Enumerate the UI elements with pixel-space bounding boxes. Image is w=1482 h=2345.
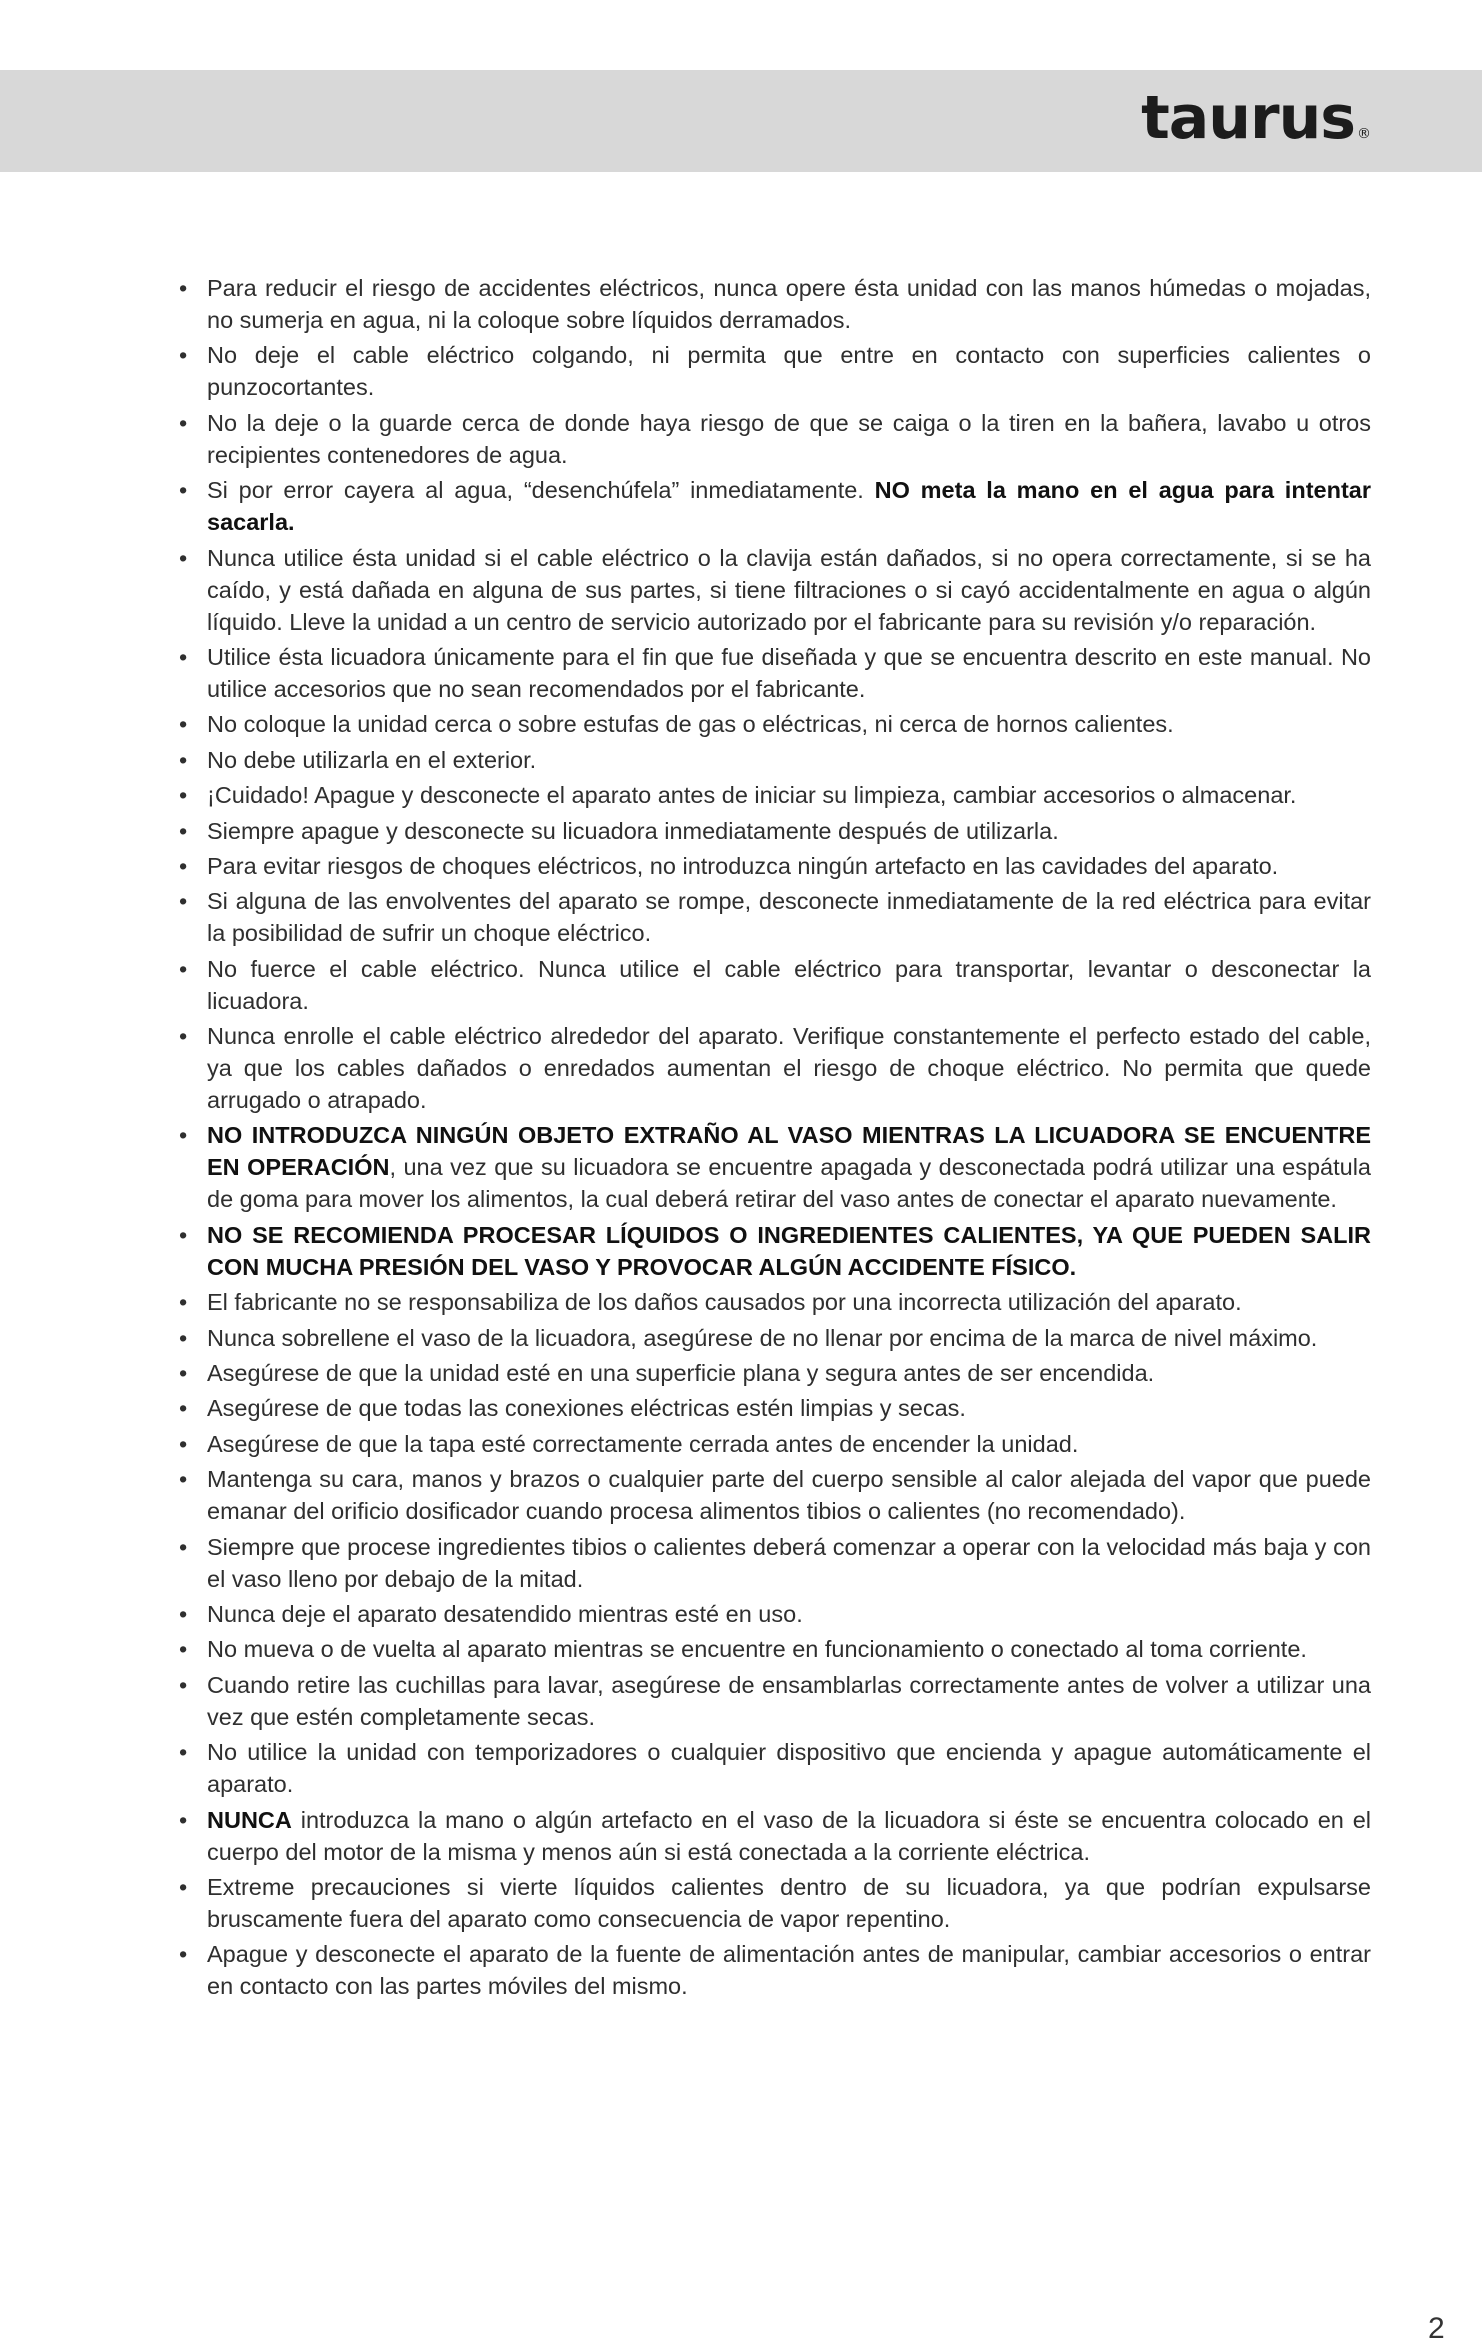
safety-warnings bbox=[175, 272, 1371, 2006]
warning-item bbox=[175, 1219, 1371, 1283]
warning-text: No utilice la unidad con temporizadores o cualquier dispositivo que encienda y apague automáticamente el aparato. bbox=[207, 1739, 1371, 1798]
warning-item bbox=[175, 779, 1371, 811]
warning-item bbox=[175, 1392, 1371, 1424]
warning-item bbox=[175, 1633, 1371, 1665]
warning-item bbox=[175, 1286, 1371, 1318]
warning-item bbox=[175, 1531, 1371, 1595]
warning-text: Nunca enrolle el cable eléctrico alrededor del aparato. Verifique constantemente el perfecto estado del cable, ya que los cables dañados o enredados aumentan el riesgo de choque eléctrico. No permita que quede arrugado o atrapado. bbox=[207, 1023, 1371, 1114]
warning-text: Si alguna de las envolventes del aparato se rompe, desconecte inmediatamente de la red eléctrica para evitar la posibilidad de sufrir un choque eléctrico. bbox=[207, 888, 1371, 947]
warning-item bbox=[175, 1871, 1371, 1935]
warning-text: Cuando retire las cuchillas para lavar, asegúrese de ensamblarlas correctamente antes de volver a utilizar una vez que estén completamente secas. bbox=[207, 1671, 1371, 1730]
warning-item bbox=[175, 850, 1371, 882]
warning-text: Mantenga su cara, manos y brazos o cualquier parte del cuerpo sensible al calor alejada del vapor que puede emanar del orificio dosificador cuando procesa alimentos tibios o calientes (no recomendado). bbox=[207, 1466, 1371, 1525]
warning-text: No mueva o de vuelta al aparato mientras se encuentre en funcionamiento o conectado al toma corriente. bbox=[207, 1636, 1307, 1663]
warning-item bbox=[175, 641, 1371, 705]
warning-item bbox=[175, 744, 1371, 776]
warning-item bbox=[175, 1119, 1371, 1215]
warning-item bbox=[175, 1669, 1371, 1733]
warning-text: Nunca utilice ésta unidad si el cable eléctrico o la clavija están dañados, si no opera correctamente, si se ha caído, y está dañada en alguna de sus partes, si tiene filtraciones o si cayó accidentalmente en agua o algún líquido. Lleve la unidad a un centro de servicio autorizado por el fabricante para su revisión y/o reparación. bbox=[207, 544, 1371, 635]
warning-bold-lead: NO INTRODUZCA NINGÚN OBJETO EXTRAÑO AL VASO MIENTRAS LA LICUADORA SE ENCUENTRE EN OPERACIÓN bbox=[207, 1122, 1371, 1181]
warning-text: Apague y desconecte el aparato de la fuente de alimentación antes de manipular, cambiar accesorios o entrar en contacto con las partes móviles del mismo. bbox=[207, 1941, 1371, 2000]
warning-text: Extreme precauciones si vierte líquidos calientes dentro de su licuadora, ya que podrían expulsarse bruscamente fuera del aparato como consecuencia de vapor repentino. bbox=[207, 1873, 1371, 1932]
warning-item bbox=[175, 1804, 1371, 1868]
warning-item bbox=[175, 1322, 1371, 1354]
warning-item bbox=[175, 1020, 1371, 1116]
warning-bold-text: NO meta la mano en el agua para intentar sacarla. bbox=[207, 477, 1371, 536]
warning-text: No debe utilizarla en el exterior. bbox=[207, 746, 537, 773]
warning-text: Para reducir el riesgo de accidentes eléctricos, nunca opere ésta unidad con las manos húmedas o mojadas, no sumerja en agua, ni la coloque sobre líquidos derramados. bbox=[207, 275, 1371, 333]
warning-text: No coloque la unidad cerca o sobre estufas de gas o eléctricas, ni cerca de hornos calientes. bbox=[207, 711, 1174, 738]
brand-logo bbox=[1141, 83, 1370, 153]
warning-item bbox=[175, 1357, 1371, 1389]
warning-text: No deje el cable eléctrico colgando, ni permita que entre en contacto con superficies calientes o punzocortantes. bbox=[207, 342, 1371, 401]
warning-item bbox=[175, 1598, 1371, 1630]
warning-text: Siempre apague y desconecte su licuadora inmediatamente después de utilizarla. bbox=[207, 817, 1059, 844]
warning-list bbox=[175, 272, 1371, 2002]
warning-item bbox=[175, 1463, 1371, 1527]
warning-item bbox=[175, 1428, 1371, 1460]
registered-mark: ® bbox=[1357, 126, 1370, 142]
warning-text: Asegúrese de que la unidad esté en una superficie plana y segura antes de ser encendida. bbox=[207, 1360, 1155, 1387]
brand-name: taurus bbox=[1141, 83, 1355, 153]
warning-item bbox=[175, 815, 1371, 847]
warning-item bbox=[175, 708, 1371, 740]
warning-text: Asegúrese de que la tapa esté correctamente cerrada antes de encender la unidad. bbox=[207, 1430, 1079, 1457]
warning-text: Para evitar riesgos de choques eléctricos, no introduzca ningún artefacto en las cavidades del aparato. bbox=[207, 852, 1279, 879]
warning-item bbox=[175, 885, 1371, 949]
warning-text: ¡Cuidado! Apague y desconecte el aparato antes de iniciar su limpieza, cambiar accesorios o almacenar. bbox=[207, 782, 1297, 809]
warning-text: Si por error cayera al agua, “desenchúfela” inmediatamente. bbox=[207, 477, 875, 504]
warning-text: No fuerce el cable eléctrico. Nunca utilice el cable eléctrico para transportar, levantar o desconectar la licuadora. bbox=[207, 955, 1371, 1014]
warning-text: Siempre que procese ingredientes tibios o calientes deberá comenzar a operar con la velocidad más baja y con el vaso lleno por debajo de la mitad. bbox=[207, 1533, 1371, 1592]
warning-item bbox=[175, 953, 1371, 1017]
warning-text: Asegúrese de que todas las conexiones eléctricas estén limpias y secas. bbox=[207, 1395, 966, 1422]
warning-item bbox=[175, 339, 1371, 403]
warning-text: El fabricante no se responsabiliza de los daños causados por una incorrecta utilización del aparato. bbox=[207, 1289, 1242, 1316]
warning-bold-lead: NO SE RECOMIENDA PROCESAR LÍQUIDOS O INGREDIENTES CALIENTES, YA QUE PUEDEN SALIR CON MUCHA PRESIÓN DEL VASO Y PROVOCAR ALGÚN ACCIDENTE FÍSICO. bbox=[207, 1221, 1371, 1280]
page-number: 2 bbox=[1428, 2312, 1445, 2345]
warning-text: , una vez que su licuadora se encuentre apagada y desconectada podrá utilizar una espátula de goma para mover los alimentos, la cual deberá retirar del vaso antes de conectar el aparato nuevamente. bbox=[207, 1154, 1372, 1213]
warning-item bbox=[175, 407, 1371, 471]
warning-text: No la deje o la guarde cerca de donde haya riesgo de que se caiga o la tiren en la bañera, lavabo u otros recipientes contenedores de agua. bbox=[207, 409, 1371, 468]
warning-item bbox=[175, 542, 1371, 638]
warning-text: Nunca sobrellene el vaso de la licuadora, asegúrese de no llenar por encima de la marca de nivel máximo. bbox=[207, 1324, 1318, 1351]
warning-text: Nunca deje el aparato desatendido mientras esté en uso. bbox=[207, 1600, 803, 1627]
warning-item bbox=[175, 474, 1371, 538]
warning-item bbox=[175, 272, 1371, 336]
warning-item bbox=[175, 1736, 1371, 1800]
warning-text: introduzca la mano o algún artefacto en el vaso de la licuadora si éste se encuentra colocado en el cuerpo del motor de la misma y menos aún si está conectada a la corriente eléctrica. bbox=[207, 1806, 1371, 1865]
warning-item bbox=[175, 1938, 1371, 2002]
warning-text: Utilice ésta licuadora únicamente para el fin que fue diseñada y que se encuentra descrito en este manual. No utilice accesorios que no sean recomendados por el fabricante. bbox=[207, 643, 1371, 702]
warning-bold-lead: NUNCA bbox=[207, 1806, 292, 1833]
